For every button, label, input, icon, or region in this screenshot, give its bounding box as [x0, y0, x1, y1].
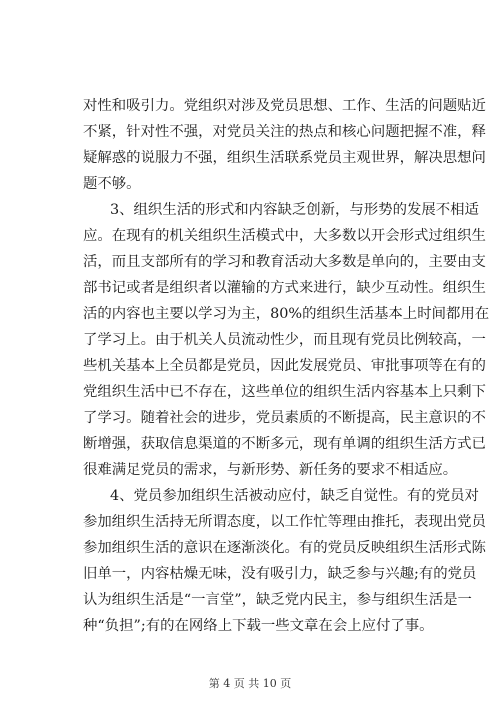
text-line-content: 参加组织生活的意识在逐渐淡化。有的党员反映组织生活形式陈 — [83, 540, 486, 556]
text-line — [0, 405, 500, 431]
text-line — [0, 509, 500, 535]
text-line-content: 不紧，针对性不强，对党员关注的热点和核心问题把握不准，释 — [83, 124, 486, 140]
text-line-content: 认为组织生活是“一言堂”，缺乏党内民主，参与组织生活是一 — [83, 592, 472, 608]
text-line-content: 部书记或者是组织者以灌输的方式来进行，缺少互动性。组织生 — [83, 280, 486, 296]
text-line — [0, 431, 500, 457]
section-heading-line — [0, 483, 500, 509]
text-line-content: 很难满足党员的需求，与新形势、新任务的要求不相适应。 — [83, 462, 458, 478]
text-line — [0, 223, 500, 249]
text-line — [0, 119, 500, 145]
section-heading-line — [0, 197, 500, 223]
text-line — [0, 353, 500, 379]
text-line-content: 3、组织生活的形式和内容缺乏创新，与形势的发展不相适 — [110, 202, 479, 218]
text-line-content: 些机关基本上全员都是党员，因此发展党员、审批事项等在有的 — [83, 358, 486, 374]
text-line-content: 种“负担”;有的在网络上下载一些文章在会上应付了事。 — [83, 618, 434, 634]
page-number-footer: 第 4 页 共 10 页 — [208, 677, 292, 690]
text-line — [0, 457, 500, 483]
text-line-content: 断增强，获取信息渠道的不断多元，现有单调的组织生活方式已 — [83, 436, 486, 452]
text-line-content: 4、党员参加组织生活被动应付，缺乏自觉性。有的党员对 — [110, 488, 479, 504]
text-line — [0, 301, 500, 327]
text-line-content: 活，而且支部所有的学习和教育活动大多数是单向的，主要由支 — [83, 254, 486, 270]
text-line — [0, 379, 500, 405]
text-line-content: 了学习上。由于机关人员流动性少，而且现有党员比例较高，一 — [83, 332, 486, 348]
text-line-content: 疑解惑的说服力不强，组织生活联系党员主观世界，解决思想问 — [83, 150, 486, 166]
text-line-content: 应。在现有的机关组织生活模式中，大多数以开会形式过组织生 — [83, 228, 486, 244]
text-line-content: 旧单一，内容枯燥无味，没有吸引力，缺乏参与兴趣;有的党员 — [83, 566, 477, 582]
text-line-content: 党组织生活中已不存在，这些单位的组织生活内容基本上只剩下 — [83, 384, 486, 400]
text-line — [0, 93, 500, 119]
text-line — [0, 561, 500, 587]
text-line — [0, 249, 500, 275]
text-line — [0, 145, 500, 171]
text-line-content: 了学习。随着社会的进步，党员素质的不断提高，民主意识的不 — [83, 410, 486, 426]
text-line-content: 参加组织生活持无所谓态度，以工作忙等理由推托，表现出党员 — [83, 514, 486, 530]
text-line — [0, 171, 500, 197]
text-line — [0, 587, 500, 613]
text-line — [0, 327, 500, 353]
text-line — [0, 275, 500, 301]
text-line-content: 对性和吸引力。党组织对涉及党员思想、工作、生活的问题贴近 — [83, 98, 486, 114]
text-line — [0, 613, 500, 639]
text-line-content: 题不够。 — [83, 176, 141, 192]
text-line — [0, 535, 500, 561]
text-line-content: 活的内容也主要以学习为主，80%的组织生活基本上时间都用在 — [83, 306, 490, 322]
